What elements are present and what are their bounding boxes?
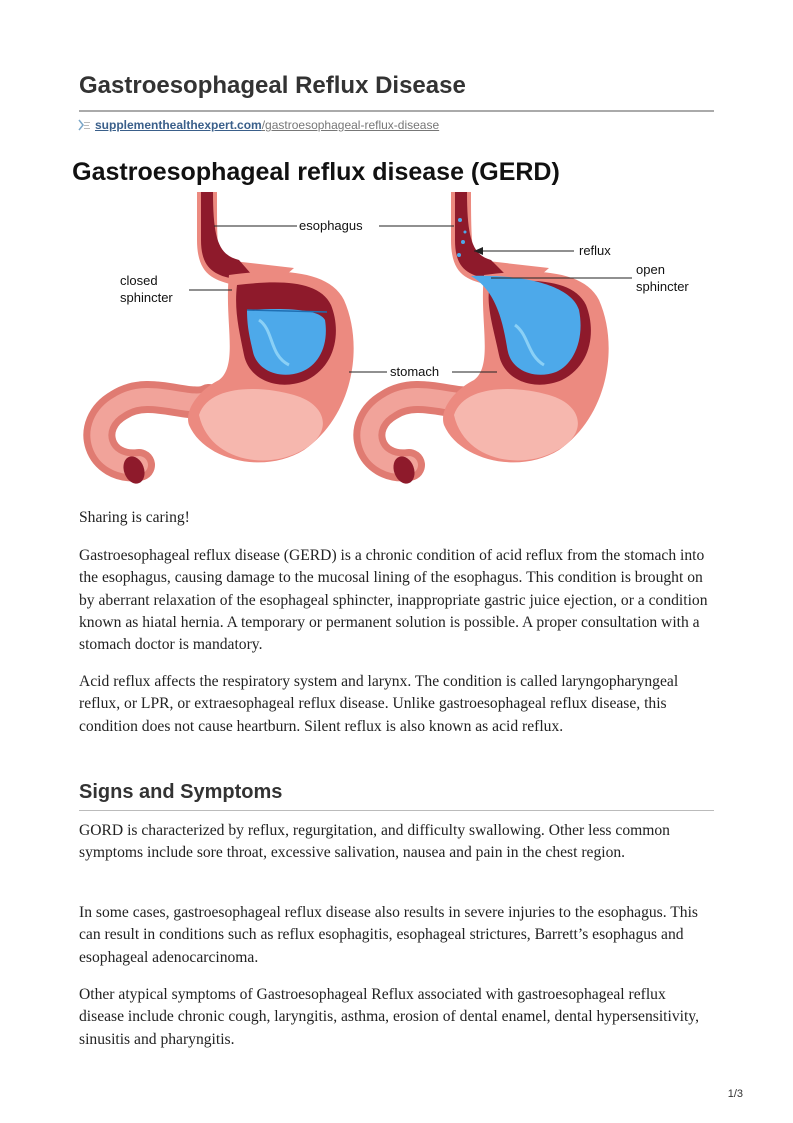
- label-open: open: [636, 262, 665, 277]
- label-reflux: reflux: [579, 243, 611, 258]
- label-sphincter-left: sphincter: [120, 290, 173, 305]
- intro-text: Sharing is caring!: [79, 509, 190, 526]
- source-link[interactable]: [77, 118, 439, 132]
- gerd-diagram: [79, 180, 714, 490]
- stomach-closed-sphincter: [99, 192, 353, 487]
- source-domain[interactable]: supplementhealthexpert.com: [95, 118, 262, 132]
- stomach-open-sphincter: [369, 192, 608, 487]
- page-number: 1/3: [727, 1088, 743, 1100]
- section-divider: [79, 810, 714, 811]
- figure-title: Gastroesophageal reflux disease (GERD): [72, 158, 560, 186]
- section-heading: Signs and Symptoms: [79, 781, 283, 803]
- source-path[interactable]: /gastroesophageal-reflux-disease: [261, 118, 440, 132]
- favicon-icon: [77, 119, 91, 131]
- label-closed: closed: [120, 273, 158, 288]
- paragraph-5: Other atypical symptoms of Gastroesophageal Reflux associated with gastroesophageal reflux disease include chronic cough, laryngitis, asthma, erosion of dental enamel, dental hypersensitivity, sinusitis and pharyngitis.: [79, 986, 699, 1048]
- label-esophagus: esophagus: [299, 218, 363, 233]
- label-stomach: stomach: [390, 364, 440, 379]
- paragraph-3: GORD is characterized by reflux, regurgitation, and difficulty swallowing. Other less common symptoms include sore throat, excessive salivation, nausea and pain in the chest region.: [79, 822, 670, 862]
- paragraph-1: Gastroesophageal reflux disease (GERD) is a chronic condition of acid reflux from the stomach into the esophagus, causing damage to the mucosal lining of the esophagus. This condition is brought on by aberrant relaxation of the esophageal sphincter, inappropriate gastric juice ejection, or a condition known as hiatal hernia. A temporary or permanent solution is possible. A proper consultation with a stomach doctor is mandatory.: [79, 547, 708, 654]
- paragraph-2: Acid reflux affects the respiratory system and larynx. The condition is called laryngopharyngeal reflux, or LPR, or extraesophageal reflux disease. Unlike gastroesophageal reflux disease, this condition does not cause heartburn. Silent reflux is also known as acid reflux.: [79, 673, 679, 735]
- paragraph-4: In some cases, gastroesophageal reflux disease also results in severe injuries to the esophagus. This can result in conditions such as reflux esophagitis, esophageal strictures, Barrett’s esophagus and esophageal adenocarcinoma.: [79, 904, 698, 966]
- title-divider: [79, 110, 714, 112]
- label-sphincter-right: sphincter: [636, 279, 689, 294]
- page-title: Gastroesophageal Reflux Disease: [79, 72, 466, 99]
